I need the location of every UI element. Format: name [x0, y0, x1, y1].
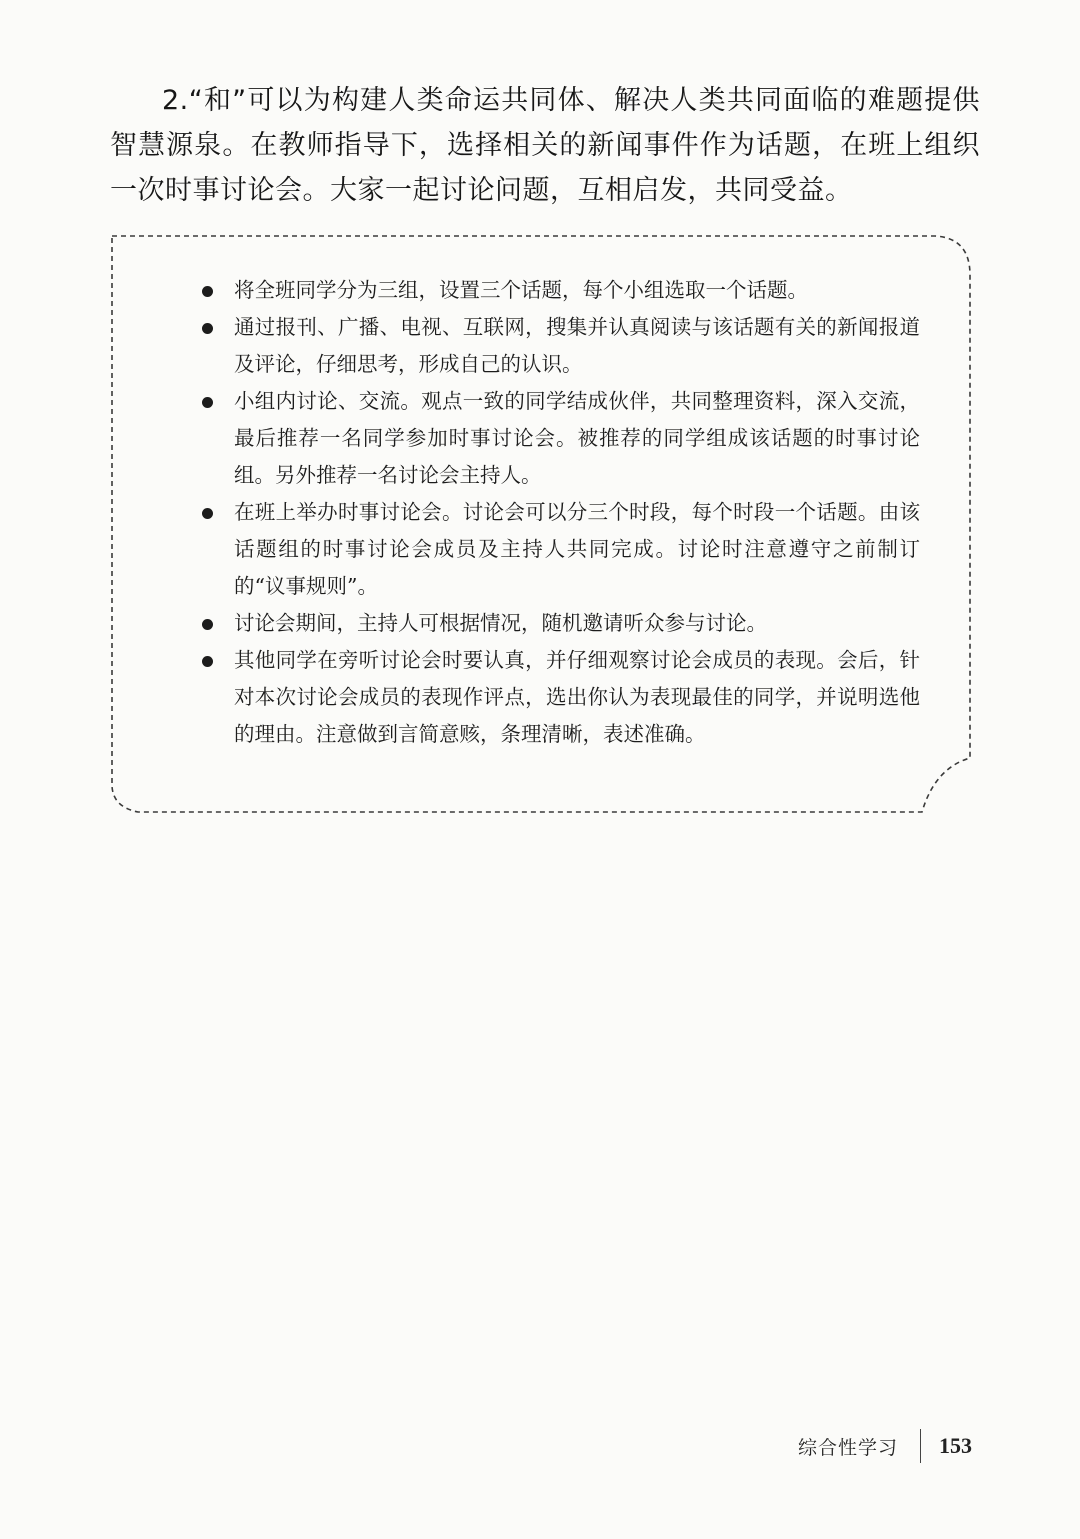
steps-list [200, 272, 920, 753]
step-text: 在班上举办时事讨论会。讨论会可以分三个时段，每个时段一个话题。由该话题组的时事讨论会成员及主持人共同完成。讨论时注意遵守之前制订的“议事规则”。 [234, 500, 920, 598]
step-text: 讨论会期间，主持人可根据情况，随机邀请听众参与讨论。 [234, 611, 767, 635]
step-text: 小组内讨论、交流。观点一致的同学结成伙伴，共同整理资料，深入交流，最后推荐一名同学参加时事讨论会。被推荐的同学组成该话题的时事讨论组。另外推荐一名讨论会主持人。 [234, 389, 920, 487]
intro-paragraph: 2.“和”可以为构建人类命运共同体、解决人类共同面临的难题提供智慧源泉。在教师指导下，选择相关的新闻事件作为话题，在班上组织一次时事讨论会。大家一起讨论问题，互相启发，共同受益。 [110, 85, 980, 206]
step-text: 其他同学在旁听讨论会时要认真，并仔细观察讨论会成员的表现。会后，针对本次讨论会成员的表现作评点，选出你认为表现最佳的同学，并说明选他的理由。注意做到言简意赅，条理清晰，表述准确。 [234, 648, 920, 746]
bullet-icon [202, 397, 213, 408]
list-item [200, 309, 920, 383]
bullet-icon [202, 323, 213, 334]
list-item [200, 383, 920, 494]
bullet-icon [202, 286, 213, 297]
section-name: 综合性学习 [797, 1436, 898, 1459]
list-item [200, 605, 920, 642]
bullet-icon [202, 619, 213, 630]
bullet-icon [202, 656, 213, 667]
bullet-icon [202, 508, 213, 519]
step-text: 将全班同学分为三组，设置三个话题，每个小组选取一个话题。 [234, 278, 808, 302]
list-item [200, 642, 920, 753]
page-footer [798, 1428, 972, 1464]
list-item [200, 494, 920, 605]
footer-divider [920, 1429, 921, 1463]
list-item [200, 272, 920, 309]
step-text: 通过报刊、广播、电视、互联网，搜集并认真阅读与该话题有关的新闻报道及评论，仔细思考，形成自己的认识。 [234, 315, 920, 376]
page-number: 153 [939, 1433, 972, 1458]
